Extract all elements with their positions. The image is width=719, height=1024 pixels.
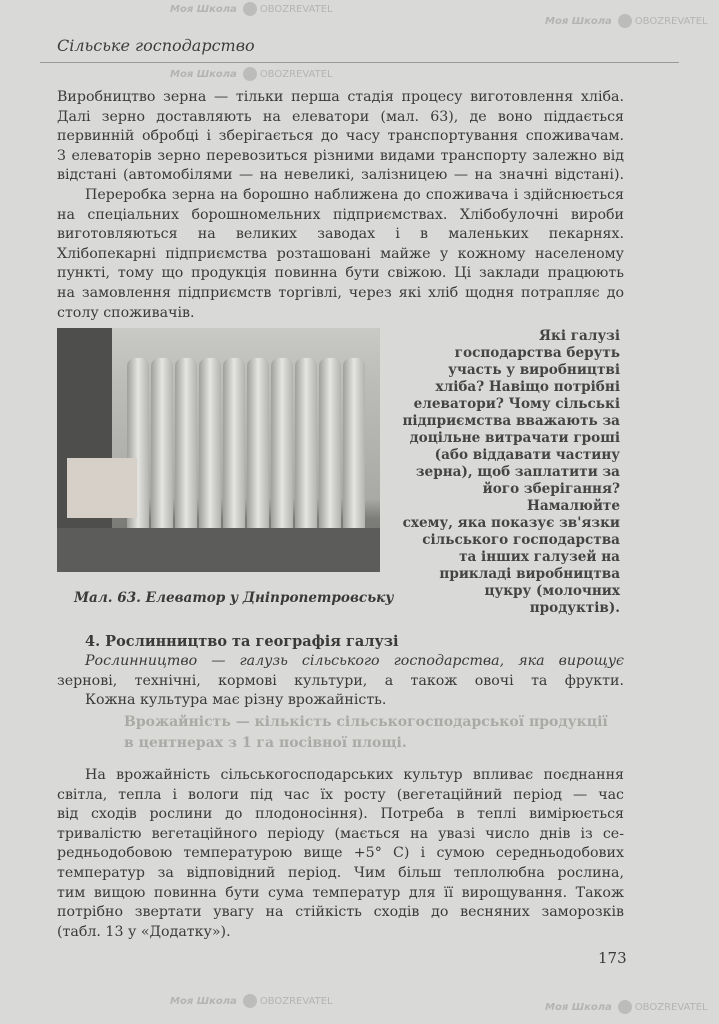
watermark: Моя Школа OBOZREVATEL [170,69,333,80]
question-line: підприємства вважають за [402,413,620,429]
text-line: первинній обробці і зберігається до часу транспортування споживачам. [57,128,624,145]
text-line: пункті, тому що продукція повинна бути свіжою. Ці заклади працюють [57,265,624,282]
text-line: зернові, технічні, кормові культури, а також овочі та фрукти. [57,672,624,689]
question-line: зерна), щоб заплатити за [415,464,620,480]
question-line: (або віддавати частину [434,447,620,463]
watermark: Моя Школа OBOZREVATEL [170,996,333,1007]
definition-line: Врожайність — кількість сільськогосподарської продукції [124,714,608,730]
header-divider [40,62,679,63]
question-line: доцільне витрачати гроші [409,430,620,446]
text-line: Рослинництво — галузь сільського господарства, яка вирощує [85,653,624,669]
question-line: елеватори? Чому сільські [413,396,620,412]
definition-box [124,712,608,754]
text-line: тим вищою повинна бути сума температур для її вирощування. Також [57,884,624,901]
definition-line: в центнерах з 1 га посівної площі. [124,735,407,751]
text-line: потрібно звертати увагу на стійкість сходів до весняних заморозків [57,904,624,921]
question-line: сільського господарства [422,532,620,548]
question-line: участь у виробництві [448,362,620,378]
text-line: столу споживачів. [57,304,195,321]
figure-caption: Мал. 63. Елеватор у Дніпропетровську [74,590,394,606]
text-line: відстані (автомобілями — на невеликі, залізницею — на значні відстані). [57,167,624,184]
text-line: (табл. 13 у «Додатку»). [57,923,231,940]
question-line: його зберігання? Намалюйте [482,481,620,514]
paragraph-3 [57,766,624,942]
text-line: тривалістю вегетаційного періоду (мається на увазі число днів із се- [57,825,624,842]
text-line: Переробка зерна на борошно наближена до споживача і здійснюється [85,186,624,203]
text-line: З елеваторів зерно перевозиться різними видами транспорту залежно від [57,147,624,164]
text-line: на замовлення підприємств торгівлі, через які хліб щодня потрапляє до [57,284,624,301]
text-line: від сходів рослини до плодоносіння). Потреба в теплі вимірюється [57,806,624,823]
text-line: світла, тепла і вологи під час їх росту (вегетаційний період — час [57,786,624,803]
question-line: продуктів). [529,600,620,616]
section-title: Сільське господарство [57,36,255,55]
question-line: схему, яка показує зв'язки [402,515,620,531]
text-line: редньодобовою температурою вище +5° С) і сумою середньодобових [57,845,624,862]
watermark: Моя Школа OBOZREVATEL [545,1002,708,1013]
text-line: виготовляються на великих заводах і в маленьких пекарнях. [57,226,624,243]
text-line: На врожайність сільськогосподарських культур впливає поєднання [85,767,624,783]
section-heading: 4. Рослинництво та географія галузі [85,633,399,650]
question-line: та інших галузей на [459,549,620,565]
text-line: Кожна культура має різну врожайність. [85,692,387,709]
text-line: на спеціальних борошномельних підприємствах. Хлібобулочні вироби [57,206,624,223]
question-line: Які галузі [539,328,620,344]
question-line: цукру (молочних [484,583,620,599]
text-line: Виробництво зерна — тільки перша стадія процесу виготовлення хліба. [57,89,624,105]
watermark: Моя Школа OBOZREVATEL [545,16,708,27]
text-line: Далі зерно доставляють на елеватори (мал. 63), де воно піддається [57,108,624,125]
watermark: Моя Школа OBOZREVATEL [170,4,333,15]
question-line: хліба? Навіщо потрібні [435,379,620,395]
section-intro [57,652,624,711]
question-line: прикладі виробництва [439,566,620,582]
paragraph-1 [57,88,624,323]
page-number: 173 [598,949,627,967]
text-line: Хлібопекарні підприємства розташовані майже у кожному населеному [57,245,624,262]
sidebar-question [390,328,620,617]
text-line: температур за відповідний період. Чим більш теплолюбна рослина, [57,864,624,881]
elevator-photo [57,328,380,572]
question-line: господарства беруть [454,345,620,361]
